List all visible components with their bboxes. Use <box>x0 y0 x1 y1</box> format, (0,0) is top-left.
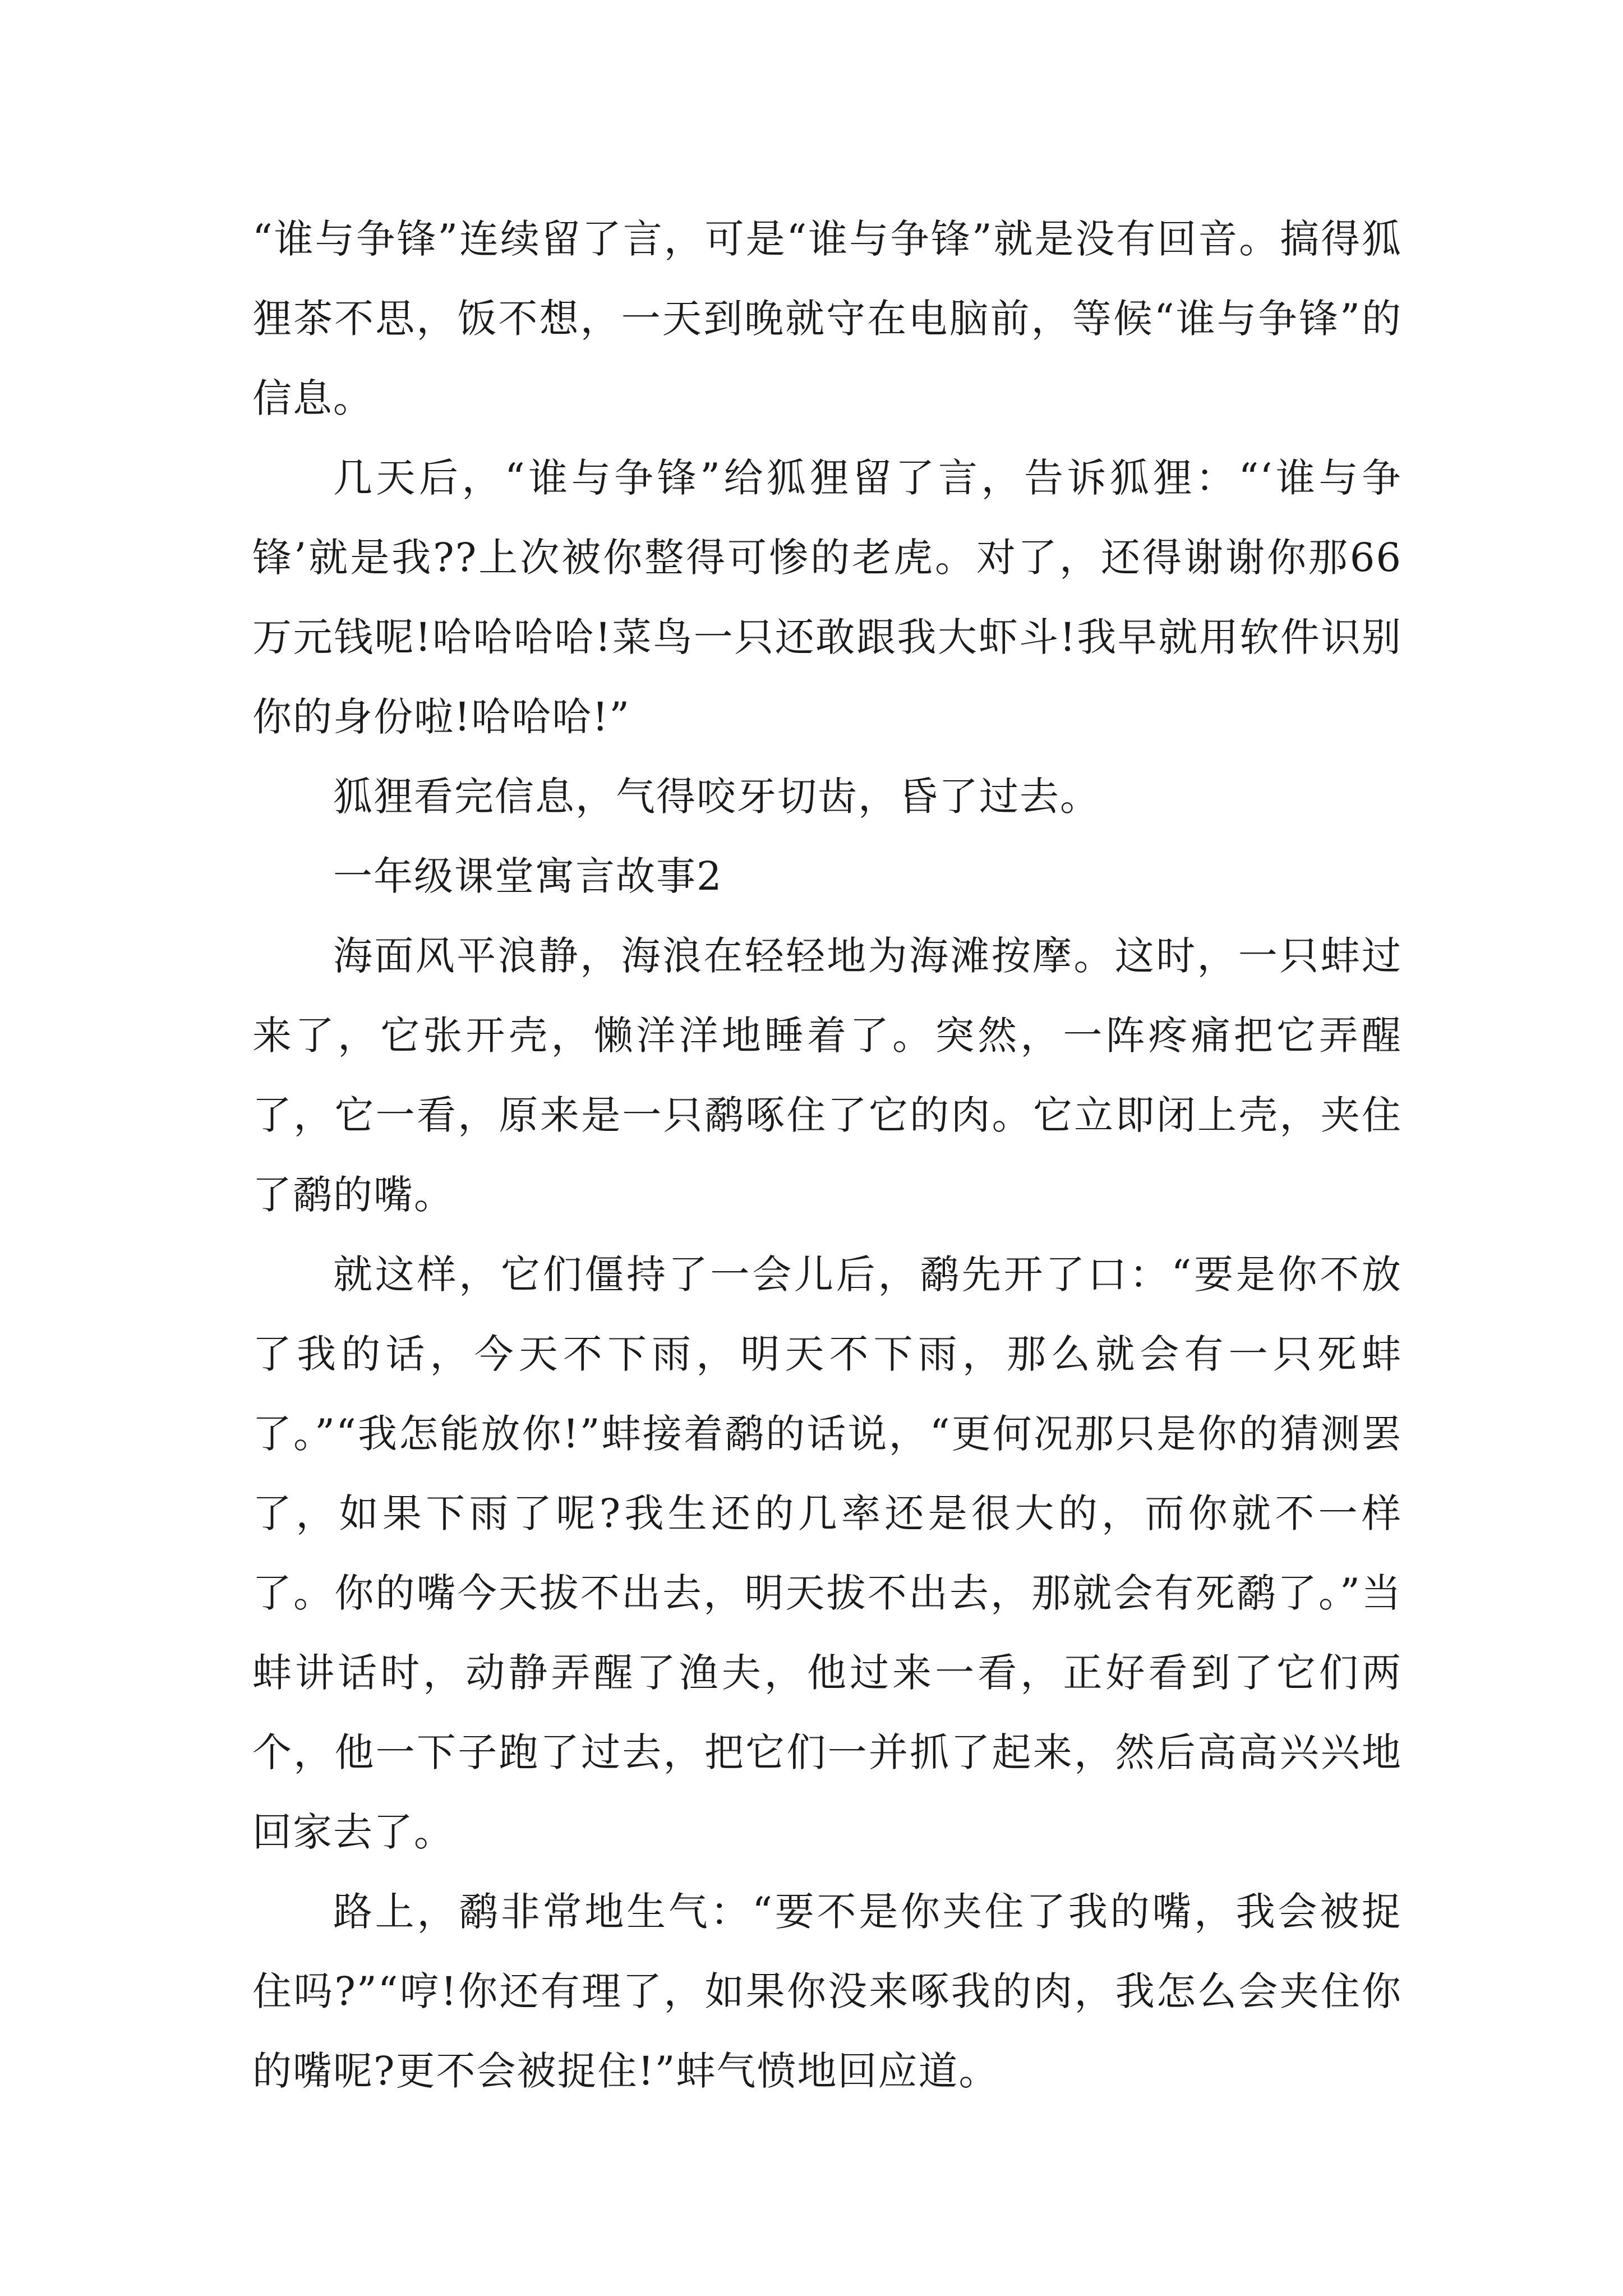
paragraph-1: “谁与争锋”连续留了言，可是“谁与争锋”就是没有回音。搞得狐狸茶不思，饭不想，一天到晚就守在电脑前，等候“谁与争锋”的信息。 <box>252 216 1402 421</box>
document-body <box>252 199 1402 2111</box>
paragraph-6: 路上，鹬非常地生气：“要不是你夹住了我的嘴，我会被捉住吗?”“哼!你还有理了，如果你没来啄我的肉，我怎么会夹住你的嘴呢?更不会被捉住!”蚌气愤地回应道。 <box>252 1889 1402 2094</box>
section-heading: 一年级课堂寓言故事2 <box>333 853 723 899</box>
paragraph-5: 就这样，它们僵持了一会儿后，鹬先开了口：“要是你不放了我的话，今天不下雨，明天不下雨，那么就会有一只死蚌了。”“我怎能放你!”蚌接着鹬的话说，“更何况那只是你的猜测罢了，如果下雨了呢?我生还的几率还是很大的，而你就不一样了。你的嘴今天拔不出去，明天拔不出去，那就会有死鹬了。”当蚌讲话时，动静弄醒了渔夫，他过来一看，正好看到了它们两个，他一下子跑了过去，把它们一并抓了起来，然后高高兴兴地回家去了。 <box>252 1251 1402 1855</box>
paragraph-3: 狐狸看完信息，气得咬牙切齿，昏了过去。 <box>333 774 1100 820</box>
paragraph-4: 海面风平浪静，海浪在轻轻地为海滩按摩。这时，一只蚌过来了，它张开壳，懒洋洋地睡着了。突然，一阵疼痛把它弄醒了，它一看，原来是一只鹬啄住了它的肉。它立即闭上壳，夹住了鹬的嘴。 <box>252 933 1402 1218</box>
paragraph-2: 几天后，“谁与争锋”给狐狸留了言，告诉狐狸：“‘谁与争锋’就是我??上次被你整得可惨的老虎。对了，还得谢谢你那66万元钱呢!哈哈哈哈!菜鸟一只还敢跟我大虾斗!我早就用软件识别你的身份啦!哈哈哈!” <box>252 455 1402 740</box>
